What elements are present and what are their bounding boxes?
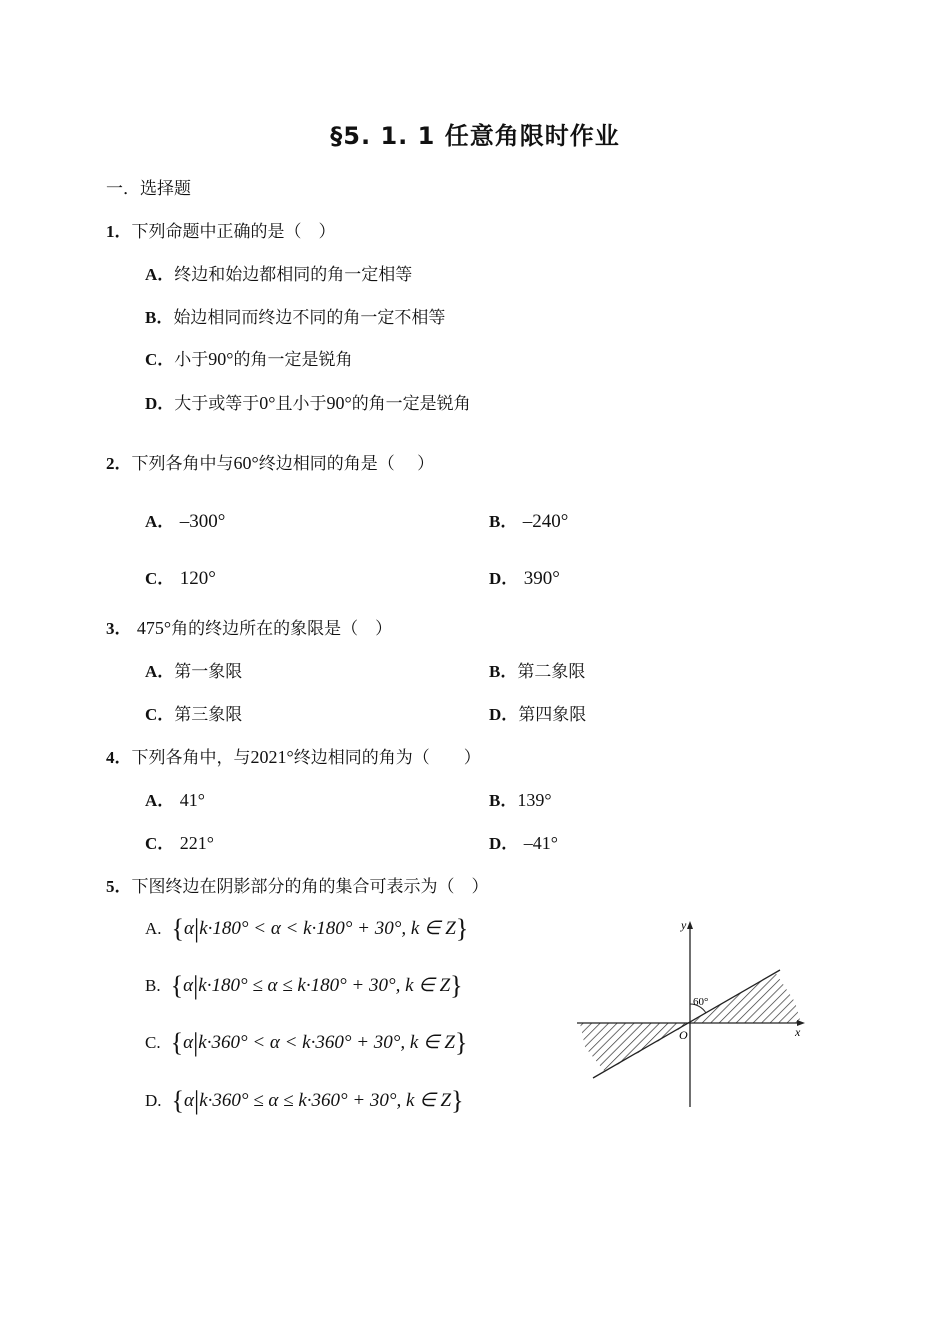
- option-math: 221°: [179, 833, 214, 853]
- set-bar: |: [194, 1086, 200, 1115]
- set-open-brace: {: [170, 971, 184, 1000]
- set-close-brace: }: [454, 1028, 468, 1057]
- option-letter: C．: [145, 350, 175, 369]
- option-letter: A．: [145, 512, 175, 531]
- y-axis-arrow: [687, 921, 693, 929]
- option-letter: A．: [145, 662, 175, 681]
- q5-option-d[interactable]: [145, 1086, 464, 1116]
- question-2: [106, 449, 434, 474]
- question-number: 5．: [106, 877, 132, 896]
- question-number: 2．: [106, 454, 132, 473]
- question-stem: 终边相同的角是（ ）: [258, 454, 435, 474]
- question-stem: 下列各角中，与: [131, 748, 251, 768]
- option-math: 90°: [208, 349, 234, 369]
- option-letter: B．: [489, 662, 518, 681]
- q2-option-d[interactable]: [489, 564, 560, 590]
- question-5: [106, 872, 489, 897]
- q4-option-b[interactable]: [489, 786, 552, 811]
- q1-option-d[interactable]: [145, 389, 471, 414]
- option-text: 第三象限: [174, 705, 243, 725]
- option-letter: D．: [489, 705, 519, 724]
- y-axis-label: y: [681, 918, 687, 932]
- q1-option-b[interactable]: [145, 303, 445, 328]
- option-text: 且小于: [275, 394, 327, 414]
- option-letter: B．: [145, 308, 174, 327]
- question-number: 4．: [106, 748, 132, 767]
- option-letter: D．: [145, 394, 175, 413]
- option-math: 0°: [259, 393, 276, 413]
- option-letter: B.: [145, 976, 161, 995]
- question-stem: 角的终边所在的象限是（ ）: [171, 619, 393, 639]
- set-open-brace: {: [170, 1028, 184, 1057]
- set-condition: k·180° ≤ α ≤ k·180° + 30°, k ∈ Z: [198, 975, 451, 996]
- option-text: 的角一定是锐角: [351, 394, 471, 414]
- question-number: 3．: [106, 619, 132, 638]
- option-text: 的角一定是锐角: [233, 350, 353, 370]
- section-heading: 一．选择题: [106, 179, 191, 199]
- q2-option-b[interactable]: [489, 507, 568, 533]
- q3-option-b[interactable]: [489, 657, 585, 682]
- set-close-brace: }: [450, 971, 463, 1000]
- option-letter: D．: [489, 834, 519, 853]
- q5-option-c[interactable]: [145, 1028, 467, 1058]
- option-letter: A．: [145, 265, 175, 284]
- q3-option-d[interactable]: [489, 700, 586, 725]
- option-text: 大于或等于: [174, 394, 260, 414]
- q3-option-c[interactable]: [145, 700, 242, 725]
- option-text: 第二象限: [517, 662, 586, 682]
- option-letter: D.: [145, 1091, 162, 1110]
- option-math: 41°: [179, 790, 205, 810]
- option-math: –240°: [522, 511, 569, 532]
- question-math: 475°: [136, 618, 172, 638]
- set-bar: |: [193, 971, 199, 1000]
- q2-option-a[interactable]: [145, 507, 225, 533]
- question-number: 1．: [106, 222, 132, 241]
- set-variable: α: [183, 975, 194, 996]
- x-axis-label: x: [795, 1025, 801, 1039]
- set-variable: α: [183, 1032, 194, 1053]
- shaded-region-lower: [580, 1023, 690, 1072]
- option-letter: A．: [145, 791, 175, 810]
- q1-option-c[interactable]: [145, 345, 352, 370]
- option-letter: B．: [489, 512, 518, 531]
- option-math: 90°: [326, 393, 352, 413]
- set-condition: k·360° ≤ α ≤ k·360° + 30°, k ∈ Z: [199, 1090, 452, 1111]
- option-math: –41°: [523, 833, 558, 853]
- q3-option-a[interactable]: [145, 657, 242, 682]
- option-text: 终边和始边都相同的角一定相等: [174, 265, 413, 285]
- q4-option-d[interactable]: [489, 829, 558, 854]
- q5-option-a[interactable]: [145, 914, 468, 944]
- question-stem: 终边相同的角为（ ）: [293, 748, 481, 768]
- question-math: 2021°: [250, 747, 294, 767]
- set-condition: k·360° < α < k·360° + 30°, k ∈ Z: [198, 1032, 455, 1053]
- set-close-brace: }: [455, 914, 469, 943]
- option-letter: C．: [145, 705, 175, 724]
- set-condition: k·180° < α < k·180° + 30°, k ∈ Z: [199, 918, 456, 939]
- option-text: 第一象限: [174, 662, 243, 682]
- question-1: [106, 217, 336, 242]
- option-letter: B．: [489, 791, 518, 810]
- set-open-brace: {: [171, 1086, 185, 1115]
- question-stem: 下列各角中与: [131, 454, 234, 474]
- option-math: –300°: [179, 511, 226, 532]
- option-letter: A.: [145, 919, 162, 938]
- set-variable: α: [184, 918, 194, 939]
- q5-option-b[interactable]: [145, 971, 463, 1001]
- option-text: 始边相同而终边不同的角一定不相等: [173, 308, 446, 328]
- question-math: 60°: [233, 453, 259, 473]
- q1-option-a[interactable]: [145, 260, 412, 285]
- set-bar: |: [194, 914, 200, 943]
- question-3: [106, 614, 392, 639]
- option-text: 小于: [174, 350, 209, 370]
- option-math: 390°: [523, 568, 560, 589]
- q4-option-a[interactable]: [145, 786, 205, 811]
- question-4: [106, 743, 481, 768]
- page-title: §5. 1. 1 任意角限时作业: [330, 122, 620, 150]
- option-text: 第四象限: [518, 705, 587, 725]
- option-letter: C．: [145, 569, 175, 588]
- option-letter: D．: [489, 569, 519, 588]
- question-stem: 下图终边在阴影部分的角的集合可表示为（ ）: [131, 877, 489, 897]
- set-open-brace: {: [171, 914, 185, 943]
- set-variable: α: [184, 1090, 194, 1111]
- q4-option-c[interactable]: [145, 829, 214, 854]
- set-bar: |: [193, 1028, 199, 1057]
- option-math: 120°: [179, 568, 216, 589]
- angle-figure: [575, 912, 815, 1112]
- option-letter: C．: [145, 834, 175, 853]
- question-stem: 下列命题中正确的是（ ）: [131, 222, 336, 242]
- set-close-brace: }: [451, 1086, 464, 1115]
- option-letter: C.: [145, 1033, 161, 1052]
- option-math: 139°: [517, 790, 552, 810]
- q2-option-c[interactable]: [145, 564, 216, 590]
- angle-label: 60°: [693, 996, 709, 1008]
- origin-label: O: [679, 1028, 688, 1042]
